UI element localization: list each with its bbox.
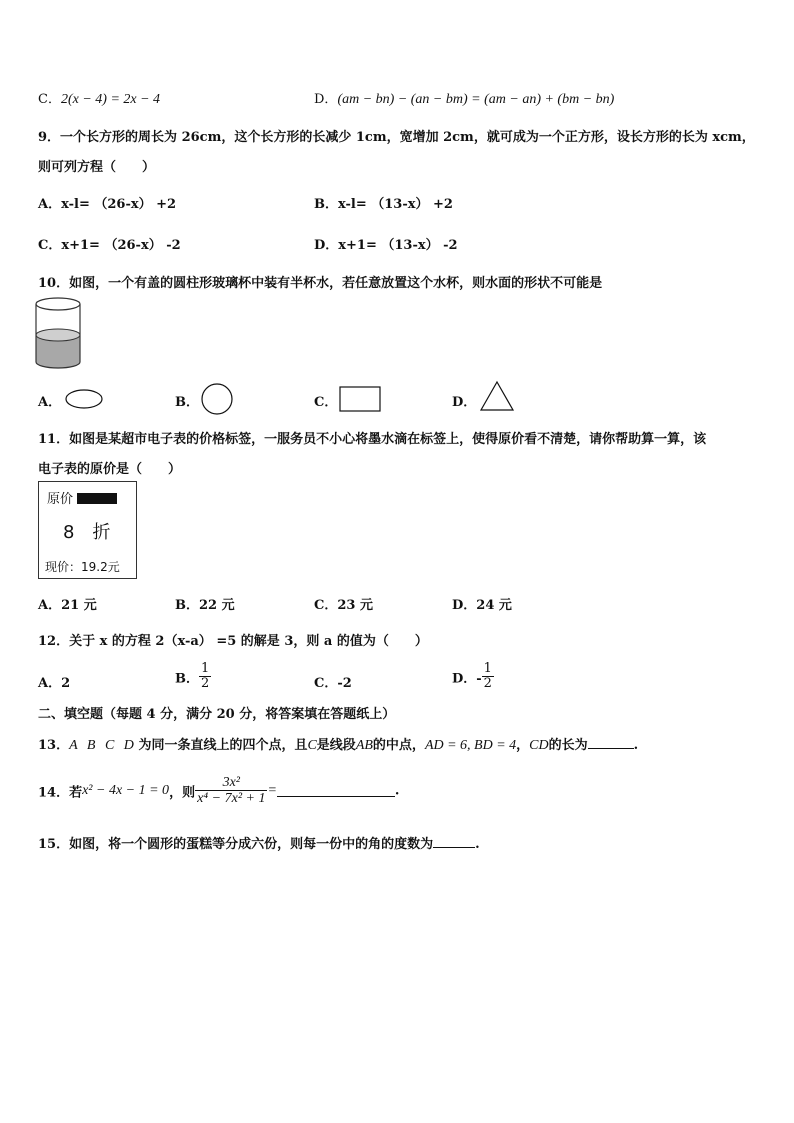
q12-stem: 12．关于 x 的方程 2（x-a） =5 的解是 3，则 a 的值为（ ） xyxy=(38,634,428,649)
q11-option-b: B．22 元 xyxy=(175,598,235,613)
q8-option-d-expr: (am − bn) − (an − bm) = (am − an) + (bm − bn) xyxy=(337,92,615,107)
q12-option-b: B． $\frac{1}{2}$ xyxy=(175,661,210,692)
q8-option-c-expr: 2(x − 4) = 2x − 4 xyxy=(60,92,161,107)
q12-option-d: D．- $\frac{1}{2}$ xyxy=(452,661,492,692)
q10-option-b-label: B． xyxy=(175,395,199,410)
ink-blot xyxy=(77,493,117,504)
q11-option-d: D．24 元 xyxy=(452,598,512,613)
q13-answer-blank[interactable] xyxy=(588,736,634,749)
price-tag-current: 现价：19.2元 xyxy=(45,560,120,574)
q8-option-c: C．2(x − 4) = 2x − 4 xyxy=(38,92,161,107)
q10-option-c-label: C． xyxy=(314,395,338,410)
triangle-shape xyxy=(479,380,515,412)
q13-stem: 13．A B C D 为同一条直线上的四个点，且C是线段AB的中点，AD = 6, BD = 4，CD的长为 . xyxy=(38,738,639,753)
q11-option-a: A．21 元 xyxy=(38,598,97,613)
cup-water-surface xyxy=(36,329,80,341)
q9-stem-line1: 9．一个长方形的周长为 26cm，这个长方形的长减少 1cm，宽增加 2cm，就可成为一个正方形，设长方形的长为 xcm， xyxy=(38,130,755,145)
price-tag xyxy=(38,481,137,579)
section-2-title: 二、填空题（每题 4 分，满分 20 分，将答案填在答题纸上） xyxy=(38,707,396,722)
q12-option-b-fraction: $\frac{1}{2}$ xyxy=(201,661,210,692)
cup-figure xyxy=(34,296,82,374)
circle-shape xyxy=(200,382,234,416)
price-tag-original-row: 原价 xyxy=(47,488,117,507)
rectangle-shape xyxy=(338,385,382,413)
q11-stem-line2: 电子表的原价是（ ） xyxy=(38,462,182,477)
ellipse-shape xyxy=(64,387,104,411)
q12-option-d-fraction: $\frac{1}{2}$ xyxy=(483,661,492,692)
q14-stem: 14．若x² − 4x − 1 = 0，则 $\frac{\text{3x²}}{\text{x⁴ − 7x² + 1}}$ = . xyxy=(38,775,400,807)
q9-stem-line2: 则可列方程（ ） xyxy=(38,160,156,175)
q9-option-b: B．x-l= （13-x） +2 xyxy=(314,197,453,212)
q11-option-c: C．23 元 xyxy=(314,598,373,613)
q8-option-d: D．(am − bn) − (an − bm) = (am − an) + (bm − bn) xyxy=(314,92,615,107)
q10-stem: 10．如图，一个有盖的圆柱形玻璃杯中装有半杯水，若任意放置这个水杯，则水面的形状不可能是 xyxy=(38,276,603,291)
q10-option-a-label: A． xyxy=(38,395,62,410)
q11-stem-line1: 11．如图是某超市电子表的价格标签，一服务员不小心将墨水滴在标签上，使得原价看不清楚，请你帮助算一算，该 xyxy=(38,432,707,447)
cup-lid xyxy=(36,298,80,310)
q15-stem: 15．如图，将一个圆形的蛋糕等分成六份，则每一份中的角的度数为 . xyxy=(38,837,480,852)
q12-option-c: C．-2 xyxy=(314,676,352,691)
q12-option-a: A．2 xyxy=(38,676,71,691)
q9-option-a: A．x-l= （26-x） +2 xyxy=(38,197,177,212)
q9-option-d: D．x+1= （13-x） -2 xyxy=(314,238,458,253)
q9-option-c: C．x+1= （26-x） -2 xyxy=(38,238,181,253)
q15-answer-blank[interactable] xyxy=(433,835,475,848)
q14-fraction: $\frac{\text{3x²}}{\text{x⁴ − 7x² + 1}}$ xyxy=(197,775,266,807)
q10-option-d-label: D． xyxy=(452,395,477,410)
price-tag-discount: 8 折 xyxy=(63,522,111,543)
q14-answer-blank[interactable] xyxy=(277,784,395,797)
